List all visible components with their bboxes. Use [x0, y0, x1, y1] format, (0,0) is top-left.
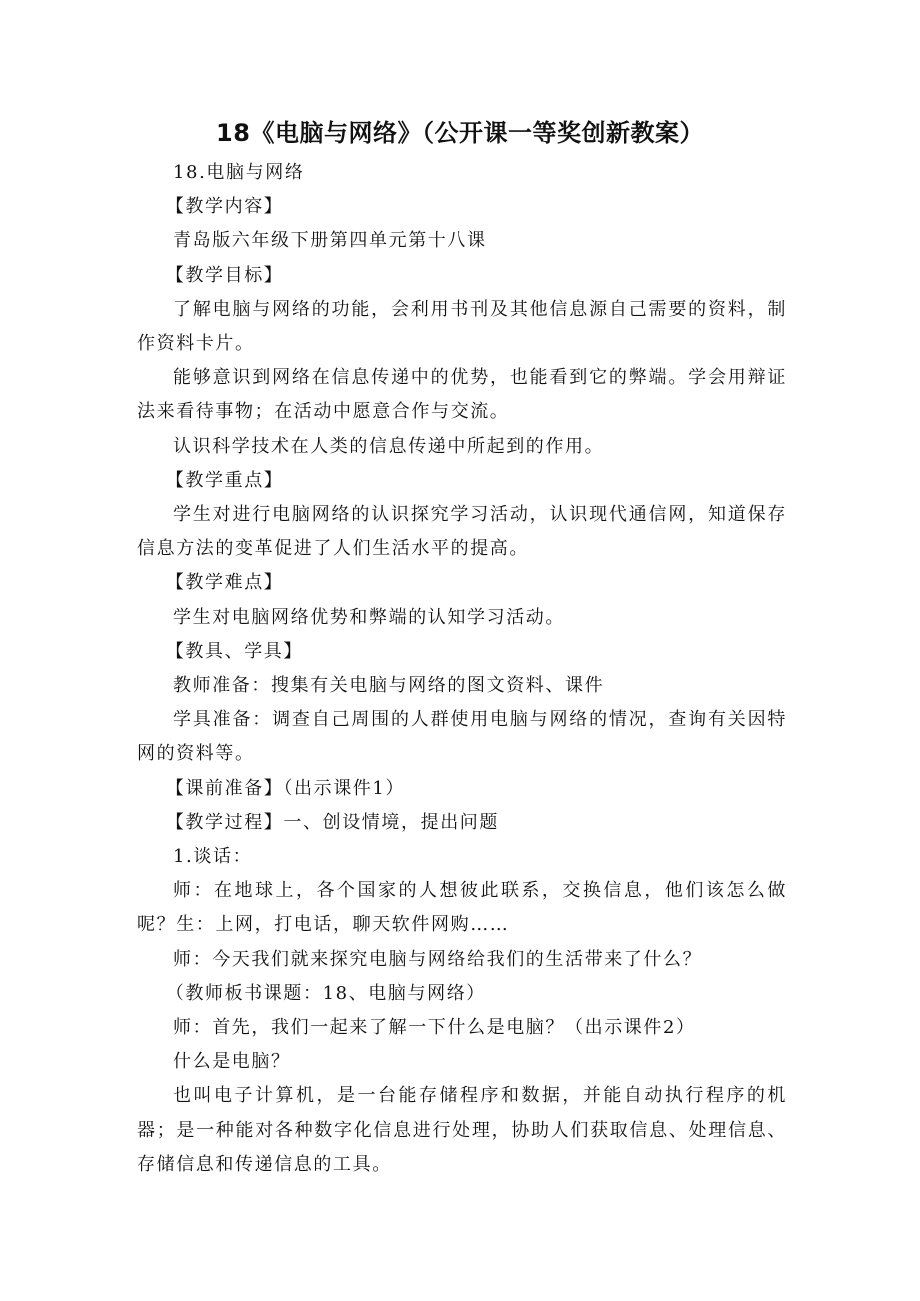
paragraph: 师：在地球上，各个国家的人想彼此联系，交换信息，他们该怎么做呢？生：上网，打电话，聊天软件网购……	[137, 880, 787, 936]
paragraph: 了解电脑与网络的功能，会利用书刊及其他信息源自己需要的资料，制作资料卡片。	[137, 298, 787, 355]
paragraph: 师：首先，我们一起来了解一下什么是电脑？（出示课件2）	[173, 1017, 696, 1039]
section-heading: 【教学内容】	[165, 196, 284, 218]
paragraph: 学生对进行电脑网络的认识探究学习活动，认识现代通信网，知道保存信息方法的变革促进了人们生活水平的提高。	[137, 504, 787, 560]
document-title: 18《电脑与网络》（公开课一等奖创新教案）	[216, 119, 704, 147]
section-heading: 【教具、学具】	[165, 640, 303, 662]
section-heading: 【教学难点】	[165, 572, 284, 594]
document-body	[137, 156, 787, 1182]
paragraph: 什么是电脑？	[173, 1051, 291, 1073]
paragraph: 18.电脑与网络	[173, 162, 305, 183]
paragraph: 认识科学技术在人类的信息传递中所起到的作用。	[173, 435, 605, 457]
paragraph: 1.谈话：	[173, 846, 253, 868]
paragraph: 也叫电子计算机，是一台能存储程序和数据，并能自动执行程序的机器；是一种能对各种数字化信息进行处理，协助人们获取信息、处理信息、存储信息和传递信息的工具。	[137, 1085, 787, 1175]
section-heading: 【教学重点】	[165, 469, 284, 491]
section-heading: 【教学目标】	[165, 264, 284, 286]
paragraph: 学生对电脑网络优势和弊端的认知学习活动。	[173, 606, 565, 628]
section-heading: （教师板书课题：18、电脑与网络）	[165, 982, 486, 1004]
paragraph: 能够意识到网络在信息传递中的优势，也能看到它的弊端。学会用辩证法来看待事物；在活动中愿意合作与交流。	[137, 367, 787, 423]
paragraph: 师：今天我们就来探究电脑与网络给我们的生活带来了什么？	[173, 948, 703, 970]
paragraph: 学具准备：调查自己周围的人群使用电脑与网络的情况，查询有关因特网的资料等。	[137, 709, 787, 765]
section-heading: 【课前准备】（出示课件1）	[165, 777, 406, 799]
paragraph: 教师准备：搜集有关电脑与网络的图文资料、课件	[173, 675, 605, 697]
paragraph: 青岛版六年级下册第四单元第十八课	[173, 230, 487, 252]
section-heading: 【教学过程】一、创设情境，提出问题	[165, 811, 499, 833]
